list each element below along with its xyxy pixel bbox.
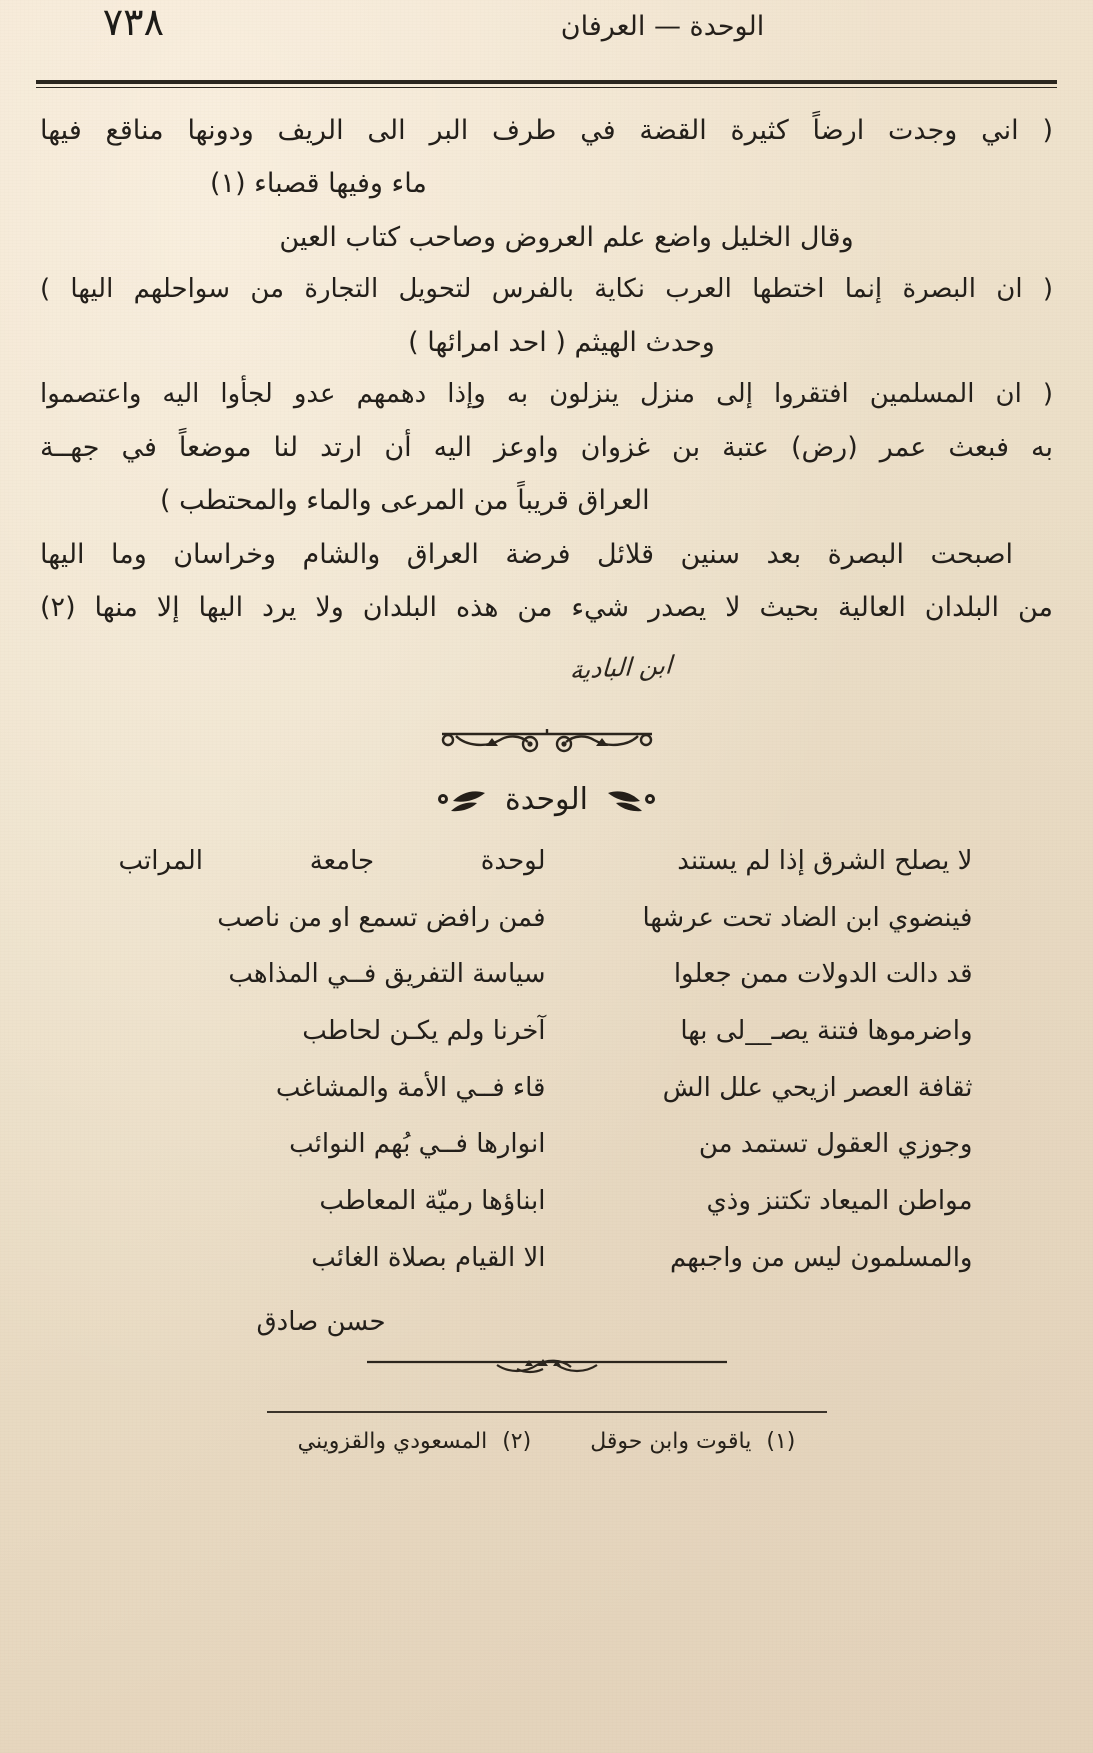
prose-line: ( ان البصرة إنما اختطها العرب نكاية بالفرس لتحويل التجارة من سواحلهم اليها ) <box>40 274 1053 305</box>
verse-row <box>107 1183 987 1221</box>
hemistich-first: والمسلمون ليس من واجبهم <box>669 1242 973 1273</box>
poem-title-row <box>34 782 1059 817</box>
hemistich-second <box>107 1240 546 1278</box>
hemistich-part: آخرنا ولم يكـن لحاطب <box>302 1016 546 1047</box>
footnote-number: (٢) <box>502 1429 532 1455</box>
prose-line: به فبعث عمر (رض) عتبة بن غزوان واوعز اليه أن ارتد لنا موضعاً في جهــة <box>40 431 1053 463</box>
footnote-item <box>590 1429 795 1454</box>
flourish-left-icon <box>606 787 658 813</box>
hemistich-second <box>107 900 546 938</box>
hemistich-part: الا القيام بصلاة الغائب <box>311 1242 546 1273</box>
hemistich-part: جامعة <box>309 846 375 877</box>
prose-line: وحدث الهيثم ( احد امرائها ) <box>408 326 715 358</box>
header-rule <box>36 80 1057 88</box>
hemistich-part: المراتب <box>118 846 204 877</box>
verse-row <box>107 1126 987 1164</box>
page-number: ٧٣٨ <box>102 0 164 44</box>
hemistich-first: ثقافة العصر ازيحي علل الش <box>662 1072 973 1103</box>
footnote-text: ياقوت وابن حوقل <box>590 1429 752 1455</box>
verse-row <box>107 843 987 881</box>
hemistich-second <box>107 843 546 881</box>
poem-body <box>107 843 987 1341</box>
prose-line: اصبحت البصرة بعد سنين قلائل فرضة العراق والشام وخراسان وما اليها <box>40 538 1013 570</box>
hemistich-part: فمن رافض تسمع او من ناصب <box>217 902 546 933</box>
hemistich-first: قد دالت الدولات ممن جعلوا <box>673 959 973 990</box>
footnote-item <box>298 1429 532 1454</box>
prose-line: من البلدان العالية بحيث لا يصدر شيء من هذه البلدان ولا يرد اليها إلا منها (٢) <box>40 592 1053 624</box>
hemistich-part: لوحدة <box>480 846 546 877</box>
footnotes <box>34 1429 1059 1454</box>
hemistich-part: انوارها فــي بُهم النوائب <box>289 1129 546 1160</box>
flourish-right-icon <box>435 787 487 813</box>
verse-row <box>107 1070 987 1108</box>
author-signature-row <box>40 641 1053 694</box>
prose-body <box>34 104 1059 694</box>
hemistich-part: سياسة التفريق فــي المذاهب <box>228 959 546 990</box>
prose-line: العراق قريباً من المرعى والماء والمحتطب ) <box>160 485 650 517</box>
author-signature: ابن البادية <box>569 649 674 685</box>
hemistich-first: واضرموها فتنة يصـ__لى بها <box>680 1016 973 1047</box>
footnote-rule <box>267 1411 827 1413</box>
footnote-number: (١) <box>766 1429 796 1455</box>
hemistich-second <box>107 1013 546 1051</box>
verse-row <box>107 900 987 938</box>
verse-row <box>107 1240 987 1278</box>
poet-name: حسن صادق <box>256 1306 386 1337</box>
prose-line: ( اني وجدت ارضاً كثيرة القضة في طرف البر الى الريف ودونها مناقع فيها <box>40 115 1053 146</box>
section-divider-ornament <box>34 722 1059 756</box>
prose-line: ( ان المسلمين افتقروا إلى منزل ينزلون به وإذا دهمهم عدو لجأوا اليه واعتصموا <box>40 379 1053 410</box>
hemistich-second <box>107 956 546 994</box>
bottom-ornament <box>34 1351 1059 1377</box>
hemistich-first: فينضوي ابن الضاد تحت عرشها <box>642 902 973 933</box>
ornament-icon <box>347 1351 747 1377</box>
hemistich-second <box>107 1183 546 1221</box>
page-header <box>34 0 1059 78</box>
hemistich-part: ابناؤها رميّة المعاطب <box>319 1186 546 1217</box>
hemistich-first: وجوزي العقول تستمد من <box>698 1129 973 1160</box>
footnote-text: المسعودي والقزويني <box>297 1429 488 1455</box>
hemistich-first: مواطن الميعاد تكتنز وذي <box>706 1186 973 1217</box>
prose-line: ماء وفيها قصباء (١) <box>210 168 427 200</box>
verse-row <box>107 956 987 994</box>
running-head: الوحدة — العرفان <box>560 11 765 42</box>
hemistich-second <box>107 1126 546 1164</box>
ornament-icon <box>432 722 662 756</box>
hemistich-second <box>107 1070 546 1108</box>
hemistich-first: لا يصلح الشرق إذا لم يستند <box>677 846 973 877</box>
verse-row <box>107 1013 987 1051</box>
prose-line: وقال الخليل واضع علم العروض وصاحب كتاب العين <box>279 221 854 253</box>
hemistich-part: قاء فــي الأمة والمشاغب <box>275 1072 546 1103</box>
poem-title: الوحدة <box>505 782 588 818</box>
